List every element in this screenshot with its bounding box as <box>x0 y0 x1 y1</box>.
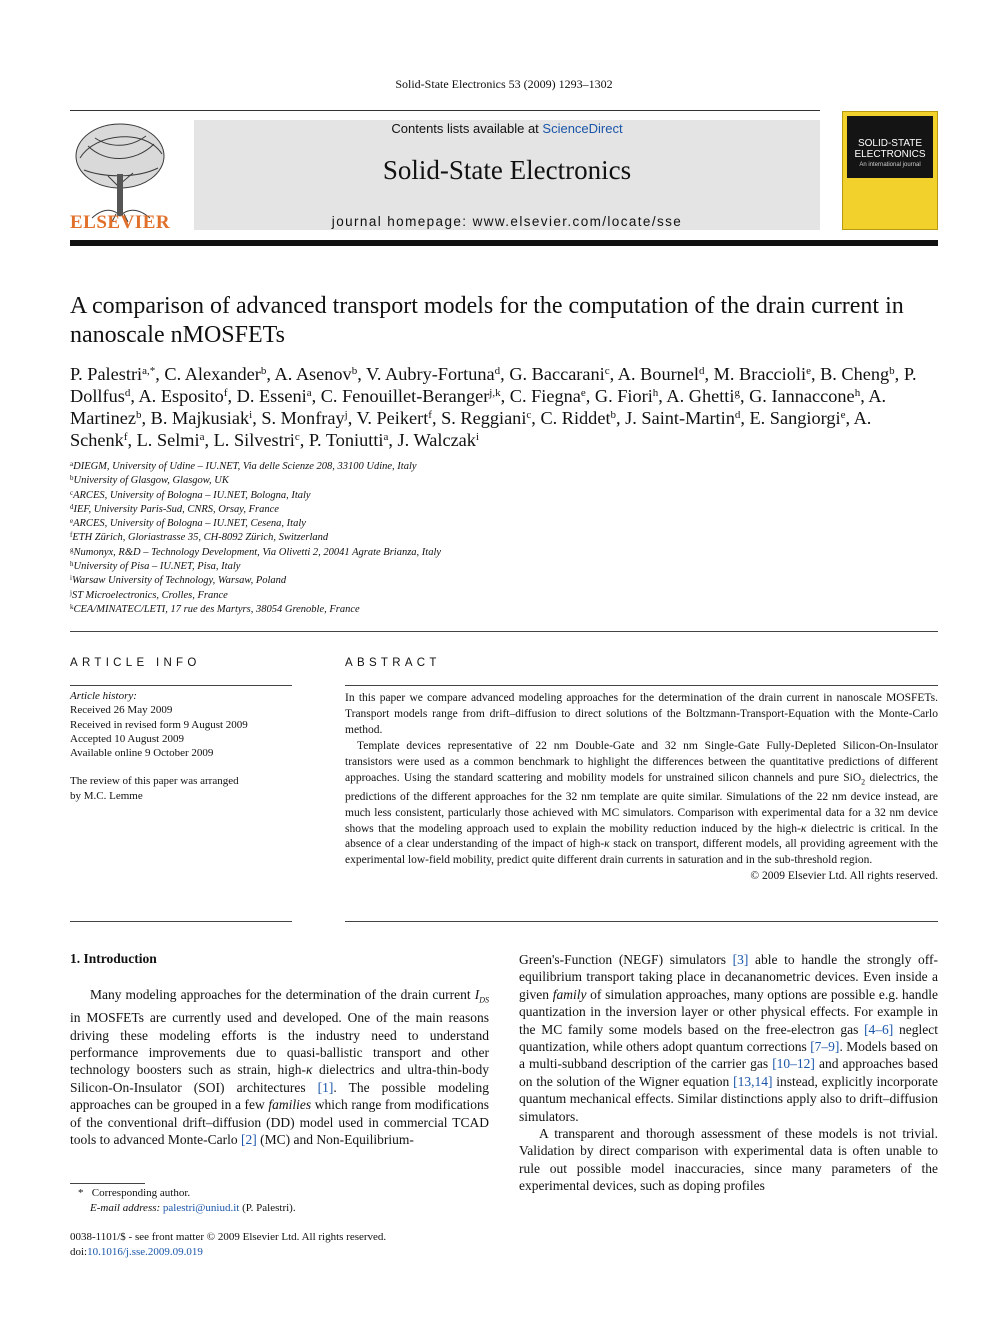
author-affiliation-mark[interactable]: b <box>610 409 617 421</box>
affiliation-text: ARCES, University of Bologna – IU.NET, Bologna, Italy <box>73 489 311 501</box>
review-note-line2: by M.C. Lemme <box>70 789 143 802</box>
author-name: A. Asenov <box>274 364 352 384</box>
author-affiliation-mark[interactable]: f <box>223 387 228 399</box>
author-affiliation-mark[interactable]: e <box>806 365 811 377</box>
abstract-heading: ABSTRACT <box>345 657 441 669</box>
abstract-paragraph-1: In this paper we compare advanced modeling approaches for the determination of the drain current in nanoscale MOSFETs. Transport models range from drift–diffusion to direct solutions of the Boltzmann-Transport-Equation with the Monte-Carlo method. <box>345 692 938 736</box>
affiliation-item <box>70 560 938 574</box>
affiliation-item <box>70 489 938 503</box>
author-name: A. Ghetti <box>666 386 735 406</box>
author-name: B. Majkusiak <box>150 408 250 428</box>
affiliation-text: University of Glasgow, Glasgow, UK <box>73 475 229 487</box>
affiliation-item <box>70 531 938 545</box>
article-title: A comparison of advanced transport models for the computation of the drain current in nanoscale nMOSFETs <box>70 293 904 348</box>
affiliation-item <box>70 474 938 488</box>
author-affiliation-mark[interactable]: e <box>840 409 846 421</box>
author-affiliation-mark[interactable]: d <box>494 365 501 377</box>
footnote-mark: * <box>78 1187 84 1199</box>
author-affiliation-mark[interactable]: c <box>294 431 300 443</box>
affiliation-key: e <box>70 517 74 526</box>
ref-1-link[interactable]: [1] <box>317 1079 334 1095</box>
author-affiliation-mark[interactable]: f <box>123 431 128 443</box>
author-name: G. Fiori <box>594 386 653 406</box>
article-history-label: Article history: <box>70 690 137 702</box>
author-affiliation-mark[interactable]: e <box>580 387 586 399</box>
affiliation-key: i <box>70 574 72 583</box>
doi-label: doi: <box>70 1245 88 1258</box>
author-name: S. Monfray <box>261 408 345 428</box>
ref-3-link[interactable]: [3] <box>732 952 749 967</box>
author-affiliation-mark[interactable]: d <box>699 365 705 377</box>
affiliation-list <box>70 460 938 617</box>
ref-10-12-link[interactable]: [10–12] <box>772 1056 815 1072</box>
affiliation-key: j <box>70 588 72 597</box>
affiliation-item <box>70 503 938 517</box>
author-name: C. Riddet <box>540 408 611 428</box>
affiliation-text: ARCES, University of Bologna – IU.NET, Cesena, Italy <box>73 518 306 530</box>
intro-paragraph-1: Many modeling approaches for the determination of the drain current $I_{DS}$ in MOSFETs are currently used and developed. One of the main reasons driving these modeling efforts is the industry need to understand performance improvements due to quasi-ballistic transport and other technology boosters such as strain, high-κ dielectrics and ultra-thin-body Silicon-On-Insulator (SOI) architectures [1]. The possible modeling approaches can be grouped in a few families which range from modifications of the conventional drift–diffusion (DD) model used in commercial TCAD tools to advanced Monte-Carlo [2] (MC) and Non-Equilibrium- <box>70 987 489 1147</box>
author-affiliation-mark[interactable]: b <box>260 365 267 377</box>
cover-title-line1: SOLID-STATE <box>857 138 923 149</box>
abstract-end-rule <box>345 921 938 922</box>
author-affiliation-mark[interactable]: d <box>734 409 741 421</box>
author-affiliation-mark[interactable]: b <box>135 409 142 421</box>
section-title-introduction: 1. Introduction <box>70 951 157 966</box>
author-name: E. Sangiorgi <box>749 408 841 428</box>
abstract-paragraph-2: Template devices representative of 22 nm Double-Gate and 32 nm Single-Gate Fully-Depleted Silicon-On-Insulator transistors were used as a common benchmark to highlight the differences between the quantitative predictions of different approaches. Using the standard scattering and mobility models for unstrained silicon channels and pure SiO$_2$ dielectrics, the predictions of the different approaches for the 32 nm template are quite similar. Simulations of the 22 nm device instead, are much less consistent, particularly those achieved with MC simulators. Comparison with experimental data for a 32 nm device shows that the modeling approach used to explain the mobility reduction induced by the high-κ dielectric is critical. In the absence of a clear understanding of the impact of high-κ stack on transport, different models, all providing agreement with the experimental low-field mobility, predict quite different drain currents in saturation and in the sub-threshold region. <box>345 739 939 867</box>
affiliation-text: Numonyx, R&D – Technology Development, Via Olivetti 2, 20041 Agrate Brianza, Italy <box>73 546 442 558</box>
author-name: J. Walczak <box>397 430 476 450</box>
body-left-column <box>70 986 489 1148</box>
cover-title <box>847 138 933 160</box>
header-rule <box>70 110 820 111</box>
affiliation-item <box>70 460 938 474</box>
author-affiliation-mark[interactable]: a,* <box>142 365 156 377</box>
author-name: A. Bournel <box>617 364 700 384</box>
accepted-date: Accepted 10 August 2009 <box>70 732 184 745</box>
author-list: P. Palestri$^{a,*}$, C. Alexander$^b$, A. Asenov$^b$, V. Aubry-Fortuna$^d$, G. Baccarani$^c$, A. Bournel$^d$, M. Braccioli$^e$, B. Cheng$^b$, P. Dollfus$^d$, A. Esposito$^f$, D. Esseni$^a$, C. Fenouillet-Beranger$^{j,k}$, C. Fiegna$^e$, G. Fiori$^h$, A. Ghetti$^g$, G. Iannaccone$^h$, A. Martinez$^b$, B. Majkusiak$^i$, S. Monfray$^j$, V. Peikert$^f$, S. Reggiani$^c$, C. Riddet$^b$, J. Saint-Martin$^d$, E. Sangiorgi$^e$, A. Schenk$^f$, L. Selmi$^a$, L. Silvestri$^c$, P. Toniutti$^a$, J. Walczak$^i$ <box>70 364 917 450</box>
author-affiliation-mark[interactable]: b <box>889 365 895 377</box>
received-date: Received 26 May 2009 <box>70 704 173 717</box>
ref-13-14-link[interactable]: [13,14] <box>733 1073 773 1089</box>
footnote-rule <box>70 1183 145 1184</box>
journal-name: Solid-State Electronics <box>382 155 632 185</box>
header-thick-rule <box>70 240 938 246</box>
sciencedirect-link[interactable]: ScienceDirect <box>542 121 623 136</box>
footnote <box>70 1186 490 1215</box>
author-affiliation-mark[interactable]: g <box>734 387 740 399</box>
article-info-rule <box>70 685 292 686</box>
author-affiliation-mark[interactable]: d <box>124 387 131 399</box>
author-name: V. Aubry-Fortuna <box>366 364 495 384</box>
affiliation-item <box>70 546 938 560</box>
abstract-rule <box>345 685 938 686</box>
author-affiliation-mark[interactable]: a <box>383 431 389 443</box>
abstract-text <box>345 691 938 885</box>
affiliation-key: a <box>70 460 74 468</box>
author-affiliation-mark[interactable]: b <box>351 365 358 377</box>
author-affiliation-mark[interactable]: i <box>475 431 480 443</box>
elsevier-wordmark: ELSEVIER <box>70 212 171 233</box>
author-name: B. Cheng <box>820 364 890 384</box>
author-name: L. Silvestri <box>213 430 295 450</box>
author-affiliation-mark[interactable]: f <box>428 409 432 421</box>
affiliation-key: b <box>70 474 74 483</box>
affiliation-key: c <box>70 488 74 497</box>
online-date: Available online 9 October 2009 <box>70 747 214 760</box>
author-name: P. Palestri <box>70 364 143 384</box>
author-name: V. Peikert <box>356 408 429 428</box>
author-name: A. Schenk <box>70 408 872 450</box>
ref-7-9-link[interactable]: [7–9] <box>810 1039 840 1055</box>
author-affiliation-mark[interactable]: a <box>199 431 205 443</box>
author-name: C. Fiegna <box>509 386 581 406</box>
affiliation-text: DIEGM, University of Udine – IU.NET, Via delle Scienze 208, 33100 Udine, Italy <box>73 461 417 472</box>
author-name: A. Esposito <box>138 386 224 406</box>
author-affiliation-mark[interactable]: h <box>652 387 659 399</box>
article-info-end-rule <box>70 921 292 922</box>
author-name: G. Iannaccone <box>749 386 855 406</box>
author-affiliation-mark[interactable]: j,k <box>489 387 501 399</box>
author-name: P. Toniutti <box>308 430 384 450</box>
contents-line <box>194 121 820 136</box>
author-name: M. Braccioli <box>713 364 807 384</box>
review-note-line1: The review of this paper was arranged <box>70 775 239 788</box>
body-right-column <box>519 951 938 1195</box>
affiliation-item <box>70 574 938 588</box>
affiliation-key: d <box>70 502 74 511</box>
intro-paragraph-2: A transparent and thorough assessment of these models is not trivial. Validation by direct comparison with experimental data is often unable to rule out possible model inaccuracies, since many parameters of the experimental devices, such as doping profiles <box>519 1126 938 1194</box>
affiliation-text: IEF, University Paris-Sud, CNRS, Orsay, France <box>73 503 279 515</box>
author-affiliation-mark[interactable]: h <box>854 387 861 399</box>
footnote-corresponding: Corresponding author. <box>91 1187 191 1199</box>
author-name: G. Baccarani <box>509 364 605 384</box>
email-suffix: (P. Palestri). <box>239 1201 296 1214</box>
journal-reference: Solid-State Electronics 53 (2009) 1293–1302 <box>395 77 613 91</box>
author-name: C. Alexander <box>164 364 261 384</box>
article-info-heading: ARTICLE INFO <box>70 657 201 669</box>
affiliation-text: Warsaw University of Technology, Warsaw, Poland <box>71 575 287 587</box>
affiliation-key: h <box>70 560 74 569</box>
affiliation-text: ST Microelectronics, Crolles, France <box>71 589 228 601</box>
affiliation-text: ETH Zürich, Gloriastrasse 35, CH-8092 Zürich, Switzerland <box>72 532 329 544</box>
author-affiliation-mark[interactable]: c <box>604 365 610 377</box>
revised-date: Received in revised form 9 August 2009 <box>70 718 248 731</box>
affiliation-key: f <box>70 531 73 540</box>
cover-subtitle: An international journal <box>859 162 921 168</box>
affiliation-item <box>70 517 938 531</box>
affiliation-key: k <box>70 602 74 611</box>
author-affiliation-mark[interactable]: i <box>249 409 253 421</box>
ref-4-6-link[interactable]: [4–6] <box>864 1021 894 1037</box>
intro-paragraph-1-cont: Green's-Function (NEGF) simulators [3] able to handle the strongly off-equilibrium transport taking place in decananometric devices. Even inside a given family of simulation approaches, many options are possible e.g. handle quantization in the inversion layer or other physical effects. For example in the MC family some models based on the free-electron gas [4–6] neglect quantization, while others adopt quantum corrections [7–9]. Models based on a multi-subband description of the carrier gas [10–12] and approaches based on the solution of the Wigner equation [13,14] instead, explicitly incorporate quantum mechanical effects. Similar distinctions apply also to drift–diffusion simulators. <box>519 952 939 1124</box>
affiliation-text: University of Pisa – IU.NET, Pisa, Italy <box>73 561 241 573</box>
author-name: A. Martinez <box>70 386 887 428</box>
author-name: P. Dollfus <box>70 364 917 406</box>
author-name: D. Esseni <box>236 386 307 406</box>
affiliation-item <box>70 603 938 617</box>
author-name: C. Fenouillet-Beranger <box>320 386 490 406</box>
author-name: S. Reggiani <box>441 408 527 428</box>
journal-homepage[interactable]: journal homepage: www.elsevier.com/locate/sse <box>331 214 683 229</box>
section-rule <box>70 631 938 632</box>
doi-link[interactable]: 10.1016/j.sse.2009.09.019 <box>87 1245 203 1258</box>
author-affiliation-mark[interactable]: a <box>306 387 312 399</box>
issn-copyright-line: 0038-1101/$ - see front matter © 2009 Elsevier Ltd. All rights reserved. <box>70 1231 387 1243</box>
article-info <box>70 689 292 803</box>
affiliation-key: g <box>70 545 74 554</box>
author-name: L. Selmi <box>136 430 200 450</box>
contents-prefix: Contents lists available at <box>391 121 543 136</box>
author-affiliation-mark[interactable]: j <box>344 409 348 421</box>
ref-2-link[interactable]: [2] <box>240 1131 257 1147</box>
bottom-matter <box>70 1230 530 1259</box>
email-label: E-mail address: <box>90 1201 163 1214</box>
affiliation-text: CEA/MINATEC/LETI, 17 rue des Martyrs, 38054 Grenoble, France <box>73 603 360 615</box>
email-link[interactable]: palestri@uniud.it <box>162 1201 240 1214</box>
journal-cover <box>842 111 938 230</box>
author-name: J. Saint-Martin <box>625 408 735 428</box>
abstract-copyright: © 2009 Elsevier Ltd. All rights reserved. <box>750 870 938 883</box>
author-affiliation-mark[interactable]: c <box>526 409 532 421</box>
cover-title-line2: ELECTRONICS <box>854 149 926 160</box>
affiliation-item <box>70 589 938 603</box>
